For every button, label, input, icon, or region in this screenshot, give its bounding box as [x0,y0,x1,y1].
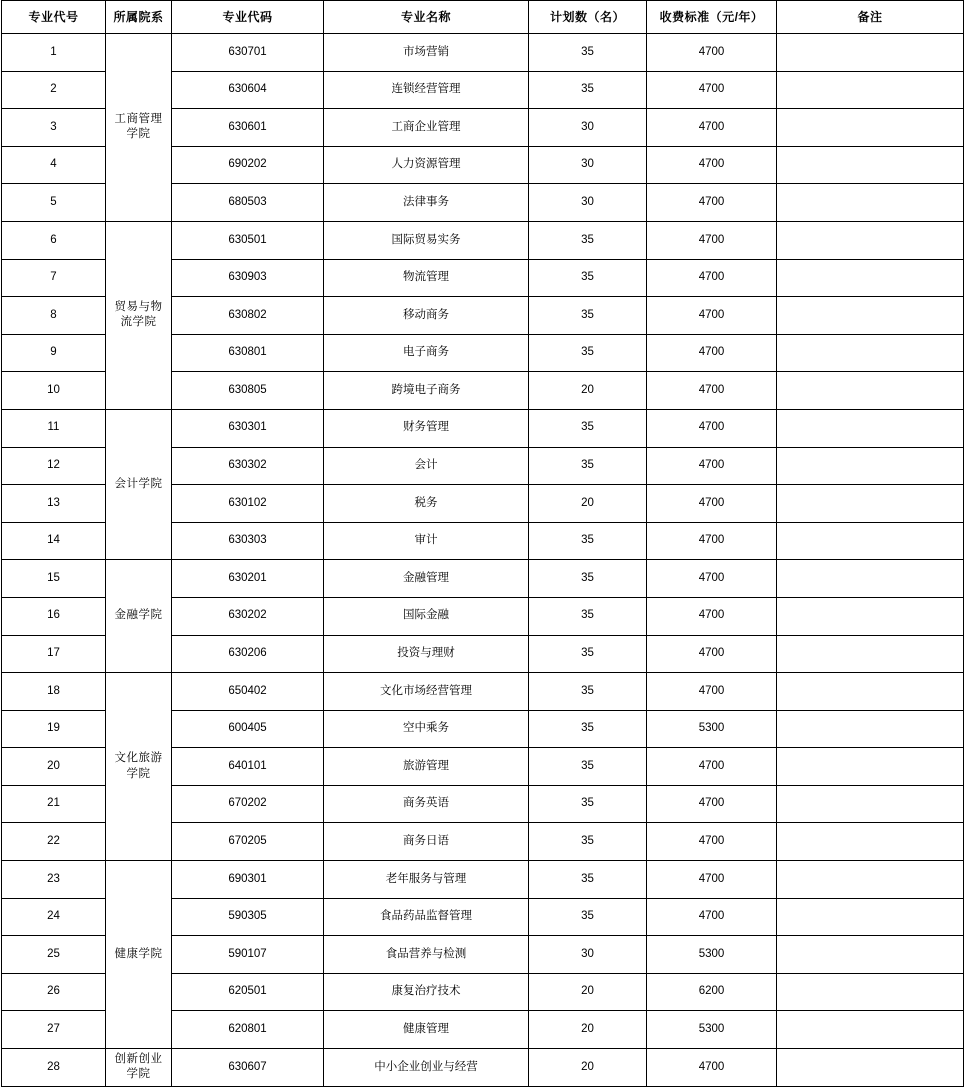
cell-major-seq: 6 [2,221,106,259]
cell-fee-standard: 5300 [647,936,777,974]
cell-major-seq: 2 [2,71,106,109]
cell-major-name: 跨境电子商务 [324,372,529,410]
cell-fee-standard: 5300 [647,1011,777,1049]
cell-major-code: 630102 [172,485,324,523]
cell-fee-standard: 4700 [647,297,777,335]
cell-major-name: 财务管理 [324,409,529,447]
cell-major-code: 630801 [172,334,324,372]
cell-note [777,297,964,335]
cell-major-seq: 7 [2,259,106,297]
cell-major-name: 国际贸易实务 [324,221,529,259]
table-row [2,409,964,447]
cell-plan-count: 35 [529,673,647,711]
cell-plan-count: 35 [529,861,647,899]
cell-plan-count: 20 [529,372,647,410]
cell-major-name: 税务 [324,485,529,523]
cell-note [777,522,964,560]
table-row [2,1049,964,1087]
cell-major-seq: 8 [2,297,106,335]
cell-fee-standard: 4700 [647,522,777,560]
cell-department [106,673,172,861]
cell-note [777,748,964,786]
cell-fee-standard: 6200 [647,973,777,1011]
cell-major-seq: 17 [2,635,106,673]
cell-department [106,560,172,673]
cell-major-seq: 18 [2,673,106,711]
cell-fee-standard: 4700 [647,71,777,109]
cell-note [777,673,964,711]
cell-plan-count: 35 [529,785,647,823]
cell-plan-count: 35 [529,259,647,297]
cell-major-seq: 11 [2,409,106,447]
cell-major-name: 商务英语 [324,785,529,823]
cell-major-name: 食品药品监督管理 [324,898,529,936]
cell-plan-count: 35 [529,221,647,259]
cell-plan-count: 35 [529,71,647,109]
cell-plan-count: 35 [529,334,647,372]
column-header-fee: 收费标准（元/年） [647,1,777,34]
cell-plan-count: 30 [529,146,647,184]
cell-major-code: 630501 [172,221,324,259]
cell-note [777,710,964,748]
cell-note [777,221,964,259]
cell-plan-count: 30 [529,936,647,974]
table-row [2,560,964,598]
major-plan-table [1,0,964,1087]
cell-major-name: 法律事务 [324,184,529,222]
cell-fee-standard: 4700 [647,1049,777,1087]
cell-major-code: 590107 [172,936,324,974]
cell-major-seq: 14 [2,522,106,560]
table-row [2,861,964,899]
department-label: 贸易与物 流学院 [114,300,163,329]
department-label: 工商管理 学院 [114,112,163,141]
cell-major-code: 630201 [172,560,324,598]
cell-major-name: 投资与理财 [324,635,529,673]
cell-fee-standard: 4700 [647,372,777,410]
department-label: 文化旅游 学院 [114,752,163,780]
cell-department [106,861,172,1049]
cell-major-name: 中小企业创业与经营 [324,1049,529,1087]
cell-department [106,34,172,222]
cell-note [777,785,964,823]
cell-major-code: 620801 [172,1011,324,1049]
cell-fee-standard: 4700 [647,409,777,447]
cell-note [777,973,964,1011]
cell-major-name: 物流管理 [324,259,529,297]
cell-major-seq: 16 [2,597,106,635]
cell-major-seq: 19 [2,710,106,748]
cell-fee-standard: 4700 [647,560,777,598]
cell-note [777,372,964,410]
cell-fee-standard: 4700 [647,109,777,147]
column-header-name: 专业名称 [324,1,529,34]
cell-major-code: 650402 [172,673,324,711]
header-row [2,1,964,34]
cell-major-code: 690202 [172,146,324,184]
cell-major-code: 630302 [172,447,324,485]
cell-major-seq: 13 [2,485,106,523]
cell-note [777,597,964,635]
cell-note [777,259,964,297]
cell-major-name: 电子商务 [324,334,529,372]
cell-plan-count: 35 [529,823,647,861]
cell-fee-standard: 4700 [647,748,777,786]
cell-note [777,898,964,936]
cell-major-seq: 25 [2,936,106,974]
cell-fee-standard: 4700 [647,861,777,899]
cell-major-name: 老年服务与管理 [324,861,529,899]
cell-major-seq: 27 [2,1011,106,1049]
cell-fee-standard: 4700 [647,146,777,184]
cell-fee-standard: 4700 [647,221,777,259]
cell-major-seq: 22 [2,823,106,861]
cell-note [777,184,964,222]
cell-plan-count: 30 [529,109,647,147]
cell-major-seq: 21 [2,785,106,823]
cell-plan-count: 35 [529,447,647,485]
cell-major-code: 630604 [172,71,324,109]
cell-major-name: 康复治疗技术 [324,973,529,1011]
department-label: 金融学院 [114,609,163,622]
cell-plan-count: 20 [529,1049,647,1087]
table-row [2,673,964,711]
cell-plan-count: 35 [529,560,647,598]
cell-major-name: 市场营销 [324,34,529,72]
cell-major-code: 630303 [172,522,324,560]
cell-department [106,221,172,409]
cell-fee-standard: 4700 [647,785,777,823]
cell-fee-standard: 4700 [647,635,777,673]
cell-fee-standard: 4700 [647,485,777,523]
cell-fee-standard: 4700 [647,898,777,936]
table-row [2,221,964,259]
cell-major-name: 食品营养与检测 [324,936,529,974]
cell-major-code: 680503 [172,184,324,222]
cell-major-seq: 23 [2,861,106,899]
cell-major-seq: 26 [2,973,106,1011]
cell-note [777,485,964,523]
cell-major-name: 工商企业管理 [324,109,529,147]
cell-plan-count: 20 [529,1011,647,1049]
cell-major-name: 审计 [324,522,529,560]
cell-major-code: 640101 [172,748,324,786]
cell-major-code: 630701 [172,34,324,72]
cell-major-name: 空中乘务 [324,710,529,748]
cell-plan-count: 35 [529,597,647,635]
department-label: 会计学院 [114,477,163,490]
column-header-dept: 所属院系 [106,1,172,34]
cell-plan-count: 35 [529,748,647,786]
cell-note [777,447,964,485]
cell-fee-standard: 4700 [647,673,777,711]
cell-plan-count: 35 [529,34,647,72]
cell-plan-count: 35 [529,898,647,936]
column-header-code: 专业代码 [172,1,324,34]
cell-major-seq: 15 [2,560,106,598]
cell-note [777,1011,964,1049]
cell-major-seq: 5 [2,184,106,222]
cell-department [106,1049,172,1087]
cell-major-code: 630206 [172,635,324,673]
cell-major-code: 630805 [172,372,324,410]
cell-note [777,823,964,861]
cell-major-name: 旅游管理 [324,748,529,786]
cell-major-code: 630802 [172,297,324,335]
cell-major-code: 630607 [172,1049,324,1087]
cell-department [106,409,172,559]
table-row [2,34,964,72]
cell-major-seq: 4 [2,146,106,184]
cell-major-code: 600405 [172,710,324,748]
cell-major-code: 630903 [172,259,324,297]
cell-major-code: 590305 [172,898,324,936]
cell-plan-count: 35 [529,522,647,560]
cell-note [777,409,964,447]
cell-major-code: 630202 [172,597,324,635]
cell-major-name: 人力资源管理 [324,146,529,184]
cell-plan-count: 35 [529,297,647,335]
cell-major-seq: 9 [2,334,106,372]
cell-plan-count: 30 [529,184,647,222]
cell-major-code: 630601 [172,109,324,147]
cell-note [777,146,964,184]
cell-note [777,109,964,147]
cell-note [777,1049,964,1087]
cell-major-seq: 12 [2,447,106,485]
cell-note [777,861,964,899]
cell-fee-standard: 4700 [647,447,777,485]
cell-plan-count: 20 [529,973,647,1011]
cell-fee-standard: 5300 [647,710,777,748]
cell-major-code: 690301 [172,861,324,899]
cell-major-name: 商务日语 [324,823,529,861]
table-body [2,34,964,1087]
department-label: 健康学院 [114,947,163,960]
table-header [2,1,964,34]
cell-fee-standard: 4700 [647,34,777,72]
cell-fee-standard: 4700 [647,597,777,635]
cell-major-name: 金融管理 [324,560,529,598]
column-header-seq: 专业代号 [2,1,106,34]
cell-major-code: 670202 [172,785,324,823]
cell-note [777,71,964,109]
cell-major-code: 620501 [172,973,324,1011]
cell-plan-count: 35 [529,710,647,748]
cell-note [777,334,964,372]
cell-major-code: 630301 [172,409,324,447]
cell-major-name: 文化市场经营管理 [324,673,529,711]
cell-major-seq: 24 [2,898,106,936]
cell-major-name: 移动商务 [324,297,529,335]
cell-major-name: 国际金融 [324,597,529,635]
cell-fee-standard: 4700 [647,334,777,372]
cell-note [777,560,964,598]
cell-major-code: 670205 [172,823,324,861]
cell-plan-count: 20 [529,485,647,523]
cell-major-name: 健康管理 [324,1011,529,1049]
cell-fee-standard: 4700 [647,823,777,861]
cell-major-seq: 20 [2,748,106,786]
cell-major-seq: 10 [2,372,106,410]
cell-note [777,34,964,72]
cell-fee-standard: 4700 [647,184,777,222]
cell-plan-count: 35 [529,635,647,673]
column-header-note: 备注 [777,1,964,34]
cell-note [777,635,964,673]
column-header-plan: 计划数（名） [529,1,647,34]
cell-note [777,936,964,974]
cell-major-name: 会计 [324,447,529,485]
cell-fee-standard: 4700 [647,259,777,297]
cell-major-seq: 1 [2,34,106,72]
cell-major-name: 连锁经营管理 [324,71,529,109]
cell-plan-count: 35 [529,409,647,447]
cell-major-seq: 28 [2,1049,106,1087]
department-label: 创新创业 学院 [114,1052,163,1081]
cell-major-seq: 3 [2,109,106,147]
